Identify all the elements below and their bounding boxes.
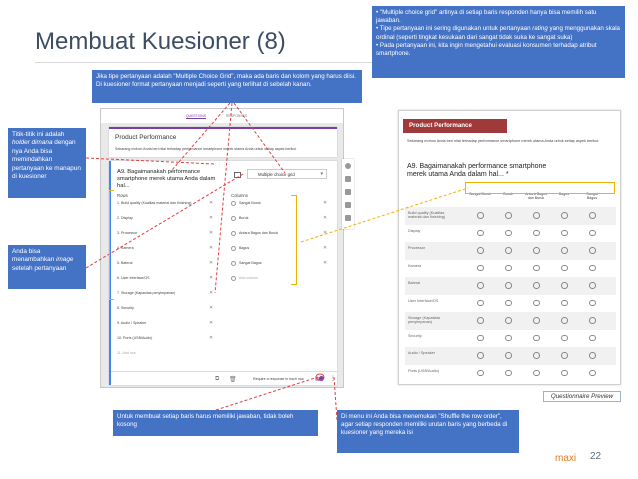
tab-responses[interactable]: RESPONSES (226, 114, 248, 118)
drag-handle-icon[interactable]: ⋮⋮⋮ (217, 162, 232, 168)
remove-row-icon[interactable]: ✕ (209, 215, 214, 221)
chevron-down-icon: ▾ (320, 171, 323, 177)
remove-row-icon[interactable]: ✕ (209, 245, 214, 251)
remove-row-icon[interactable]: ✕ (209, 305, 214, 311)
remove-column-icon[interactable]: ✕ (323, 260, 328, 266)
preview-section-header: Product Performance (403, 119, 507, 133)
preview-row-label: Display (408, 228, 421, 233)
callout-grid-explainer: Jika tipe pertanyaan adalah "Multiple Choice Grid", maka ada baris dan kolom yang harus diisi. Di kuesioner format pertanyaan menjadi seperti yang terlihat di sebelah kanan. (92, 70, 362, 103)
editor-row-item[interactable]: 9. Audio / Speaker (117, 321, 147, 325)
callout-drag-holder-text: Titik-titik ini adalah holder dimana dengan nya Anda bisa memindahkan pertanyaan ke manapun di kuesioner (12, 131, 81, 181)
remove-column-icon[interactable]: ✕ (323, 230, 328, 236)
brand-logo (555, 453, 576, 464)
connector-grid-1 (172, 103, 230, 170)
remove-row-icon[interactable]: ✕ (209, 320, 214, 326)
highlight-columns (291, 195, 297, 285)
preview-column-header: Buruk (503, 192, 513, 196)
editor-row-item[interactable]: 11. Add row (117, 351, 136, 355)
editor-row-item[interactable]: 3. Processor (117, 231, 138, 235)
callout-shuffle-menu: Di menu ini Anda bisa menemukan "Shuffle the row order", agar setiap responden memiliki urutan baris yang berbeda di kuesioner yang mereka isi (337, 410, 519, 453)
question-type-label: Multiple choice grid (258, 172, 295, 177)
highlight-rows (109, 190, 114, 300)
delete-icon[interactable]: 🗑 (229, 377, 237, 383)
editor-column-item[interactable]: Sangat Buruk (239, 201, 261, 205)
editor-column-item[interactable]: Buruk (239, 216, 249, 220)
preview-column-header: Sangat Buruk (469, 192, 491, 196)
preview-row-label: Baterai (408, 281, 421, 285)
editor-column-item[interactable]: Sangat Bagus (239, 261, 262, 265)
slide-title: Membuat Kuesioner (8) (35, 28, 286, 55)
highlight-preview-rows (465, 182, 615, 194)
remove-column-icon[interactable]: ✕ (323, 200, 328, 206)
preview-row-label: Processor (408, 246, 426, 250)
form-description[interactable]: Sekarang mohon Anda beri nilai terhadap performance smartphone merek utama Anda untuk setiap aspek berikut (115, 147, 297, 151)
remove-row-icon[interactable]: ✕ (209, 200, 214, 206)
tab-questions[interactable]: QUESTIONS (186, 114, 206, 118)
editor-row-item[interactable]: 1. Build quality (Kualitas material dan finishing) (117, 201, 192, 205)
remove-row-icon[interactable]: ✕ (209, 335, 214, 341)
rows-header: Rows (117, 193, 128, 198)
editor-row-item[interactable]: 7. Storage (Kapasitas penyimpanan) (117, 291, 176, 295)
preview-row-label: Kamera (408, 263, 422, 268)
connector-shuffle (334, 377, 337, 420)
editor-row-item[interactable]: 10. Ports (USB/Audio) (117, 336, 153, 340)
connector-preview (301, 188, 468, 242)
preview-label: Questionnaire Preview (543, 391, 621, 402)
connector-require (216, 377, 318, 410)
page-number: 22 (590, 451, 602, 462)
editor-row-item[interactable]: 4. Kamera (117, 246, 134, 250)
connector-grid-2 (215, 103, 232, 293)
form-title[interactable]: Product Performance (115, 134, 177, 141)
editor-row-item[interactable]: 6. User interface/OS (117, 276, 150, 280)
editor-row-item[interactable]: 2. Display (117, 216, 133, 220)
remove-row-icon[interactable]: ✕ (209, 290, 214, 296)
preview-question: A9. Bagaimanakah performance smartphone merek utama Anda dalam hal... * (407, 163, 547, 179)
preview-row-label: Security (408, 333, 422, 338)
preview-column-header: Sangat Bagus (586, 192, 598, 200)
remove-column-icon[interactable]: ✕ (323, 245, 328, 251)
editor-column-item[interactable]: Bagus (239, 246, 250, 250)
callout-add-image: Anda bisa menambahkan image setelah pertanyaan (8, 245, 86, 289)
connector-grid-3 (234, 103, 285, 173)
columns-header: Columns (231, 193, 248, 198)
callout-require-response: Untuk membuat setiap baris harus memiliki jawaban, tidak boleh kosong (113, 410, 318, 436)
preview-column-header: Antara Bagus dan Buruk (525, 192, 547, 200)
require-toggle-label: Require a response in each row (253, 377, 304, 381)
preview-row-label: Ports (USB/Audio) (408, 368, 440, 373)
question-title-input[interactable]: A9. Bagaimanakah performance smartphone merek utama Anda dalam hal... (117, 169, 216, 189)
editor-row-item[interactable]: 8. Security (117, 306, 134, 310)
preview-row-label: Build quality (Kualitas material dan finishing) (408, 211, 446, 219)
preview-row-label: Audio / Speaker (408, 351, 436, 355)
preview-description: Sekarang mohon Anda beri nilai terhadap performance smartphone merek utama Anda untuk setiap aspek berikut (407, 139, 599, 143)
preview-column-header: Bagus (558, 192, 570, 196)
connector-holder (86, 158, 215, 164)
callout-bullet-1: • "Multiple choice grid" artinya di setiap baris responden hanya bisa memilih satu jawaban. (376, 9, 597, 25)
editor-row-item[interactable]: 5. Baterai (117, 261, 133, 265)
remove-row-icon[interactable]: ✕ (209, 275, 214, 281)
callout-bullet-2: • Tipe pertanyaan ini sering digunakan untuk pertanyaan rating yang menggunakan skala ordinal (seperti tingkat kesukaan dari sangat tidak suka ke sangat suka) (376, 25, 621, 41)
callout-bullet-3: • Pada pertanyaan ini, kita ingin mengetahui evaluasi konsumen terhadap atribut smartphone. (376, 41, 597, 57)
more-options-icon[interactable]: ⋮ (330, 376, 336, 382)
remove-row-icon[interactable]: ✕ (209, 260, 214, 266)
remove-row-icon[interactable]: ✕ (209, 230, 214, 236)
preview-row-label: Storage (Kapasitas penyimpanan) (408, 316, 441, 324)
editor-column-item[interactable]: Antara Bagus dan Buruk (239, 231, 279, 235)
editor-column-item[interactable]: Add column (239, 276, 258, 280)
duplicate-icon[interactable]: ⧉ (215, 376, 220, 382)
remove-column-icon[interactable]: ✕ (323, 215, 328, 221)
brand-logo-text: maxi (555, 453, 577, 464)
preview-row-label: User Interface/OS (408, 298, 439, 303)
